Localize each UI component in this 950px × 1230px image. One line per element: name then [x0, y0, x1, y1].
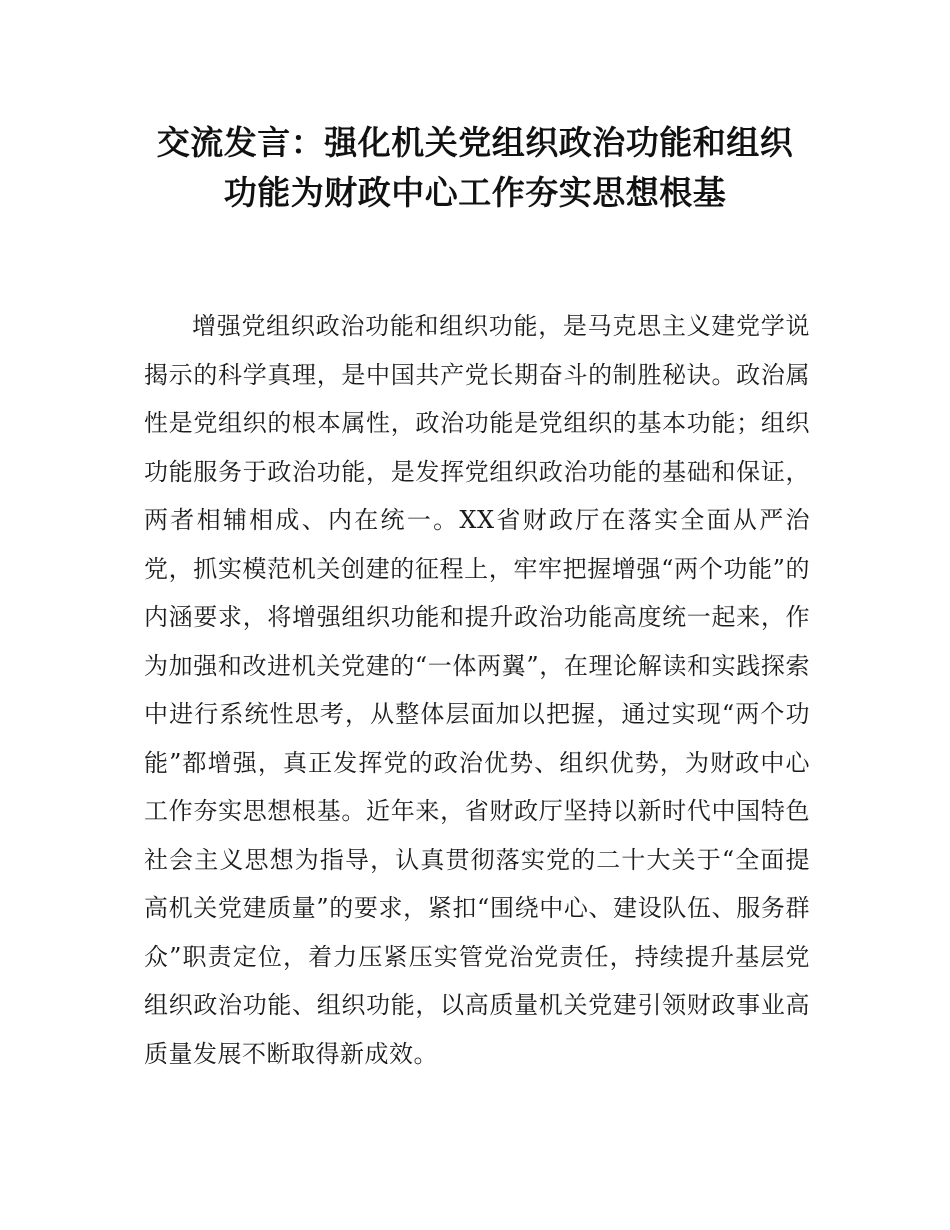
- document-title: [130, 118, 820, 218]
- title-line-1: 交流发言：强化机关党组织政治功能和组织: [156, 123, 794, 162]
- title-line-2: 功能为财政中心工作夯实思想根基: [223, 173, 727, 212]
- body-paragraph: 增强党组织政治功能和组织功能，是马克思主义建党学说揭示的科学真理，是中国共产党长期奋斗的制胜秘诀。政治属性是党组织的根本属性，政治功能是党组织的基本功能；组织功能服务于政治功能，是发挥党组织政治功能的基础和保证，两者相辅相成、内在统一。XX省财政厅在落实全面从严治党，抓实模范机关创建的征程上，牢牢把握增强“两个功能”的内涵要求，将增强组织功能和提升政治功能高度统一起来，作为加强和改进机关党建的“一体两翼”，在理论解读和实践探索中进行系统性思考，从整体层面加以把握，通过实现“两个功能”都增强，真正发挥党的政治优势、组织优势，为财政中心工作夯实思想根基。近年来，省财政厅坚持以新时代中国特色社会主义思想为指导，认真贯彻落实党的二十大关于“全面提高机关党建质量”的要求，紧扣“围绕中心、建设队伍、服务群众”职责定位，着力压紧压实管党治党责任，持续提升基层党组织政治功能、组织功能，以高质量机关党建引领财政事业高质量发展不断取得新成效。: [144, 312, 810, 1068]
